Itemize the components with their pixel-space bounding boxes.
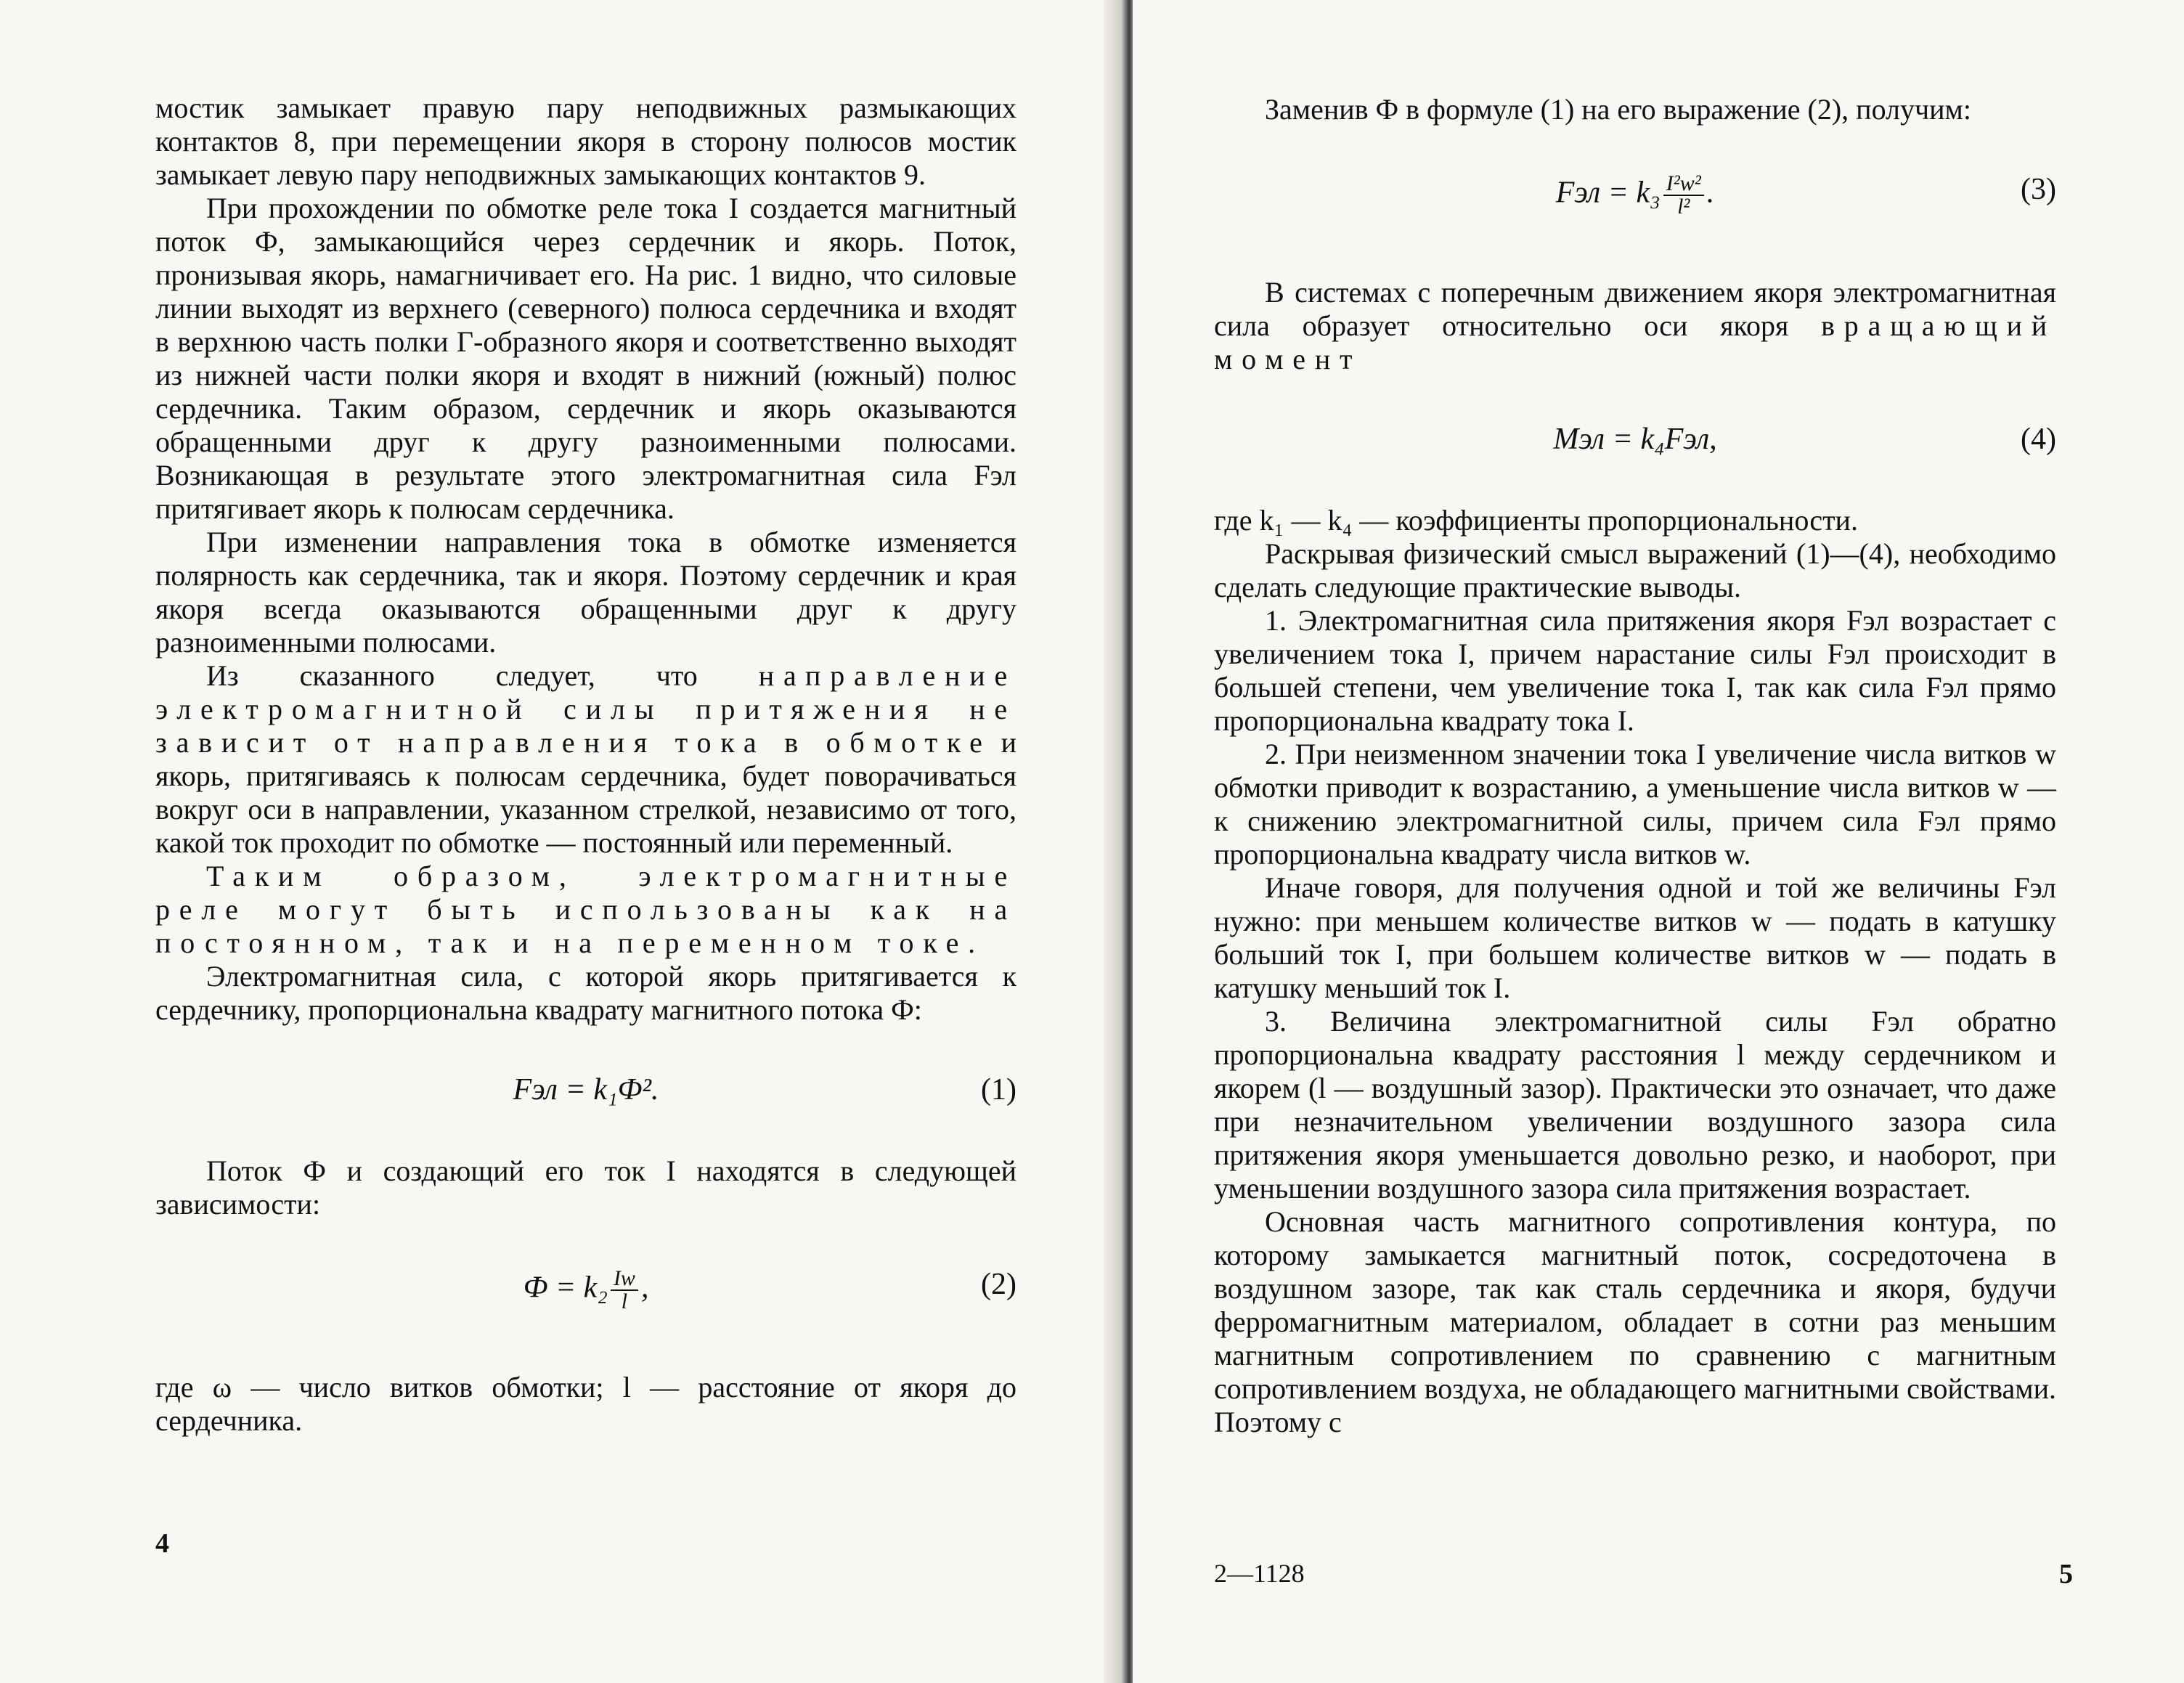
right-paragraph-1: Заменив Ф в формуле (1) на его выражение (2), получим:	[1265, 93, 1971, 126]
right-paragraph-5: 1. Электромагнитная сила притяжения якоря Fэл возрастает с увеличением тока I, причем нарастание силы Fэл происходит в большей степени, чем увеличение тока I, так как сила Fэл прямо пропорциональна квадрату тока I.	[1214, 604, 2056, 737]
formula-2	[155, 1253, 1016, 1340]
formula-2-numerator: Iw	[611, 1268, 638, 1291]
left-paragraph-4-spaced: направление электромагнитной силы притяжения не зависит от направления тока в обмотке	[155, 659, 1016, 759]
left-page-number: 4	[155, 1528, 169, 1559]
left-paragraph-7: Поток Ф и создающий его ток I находятся в следующей зависимости:	[155, 1154, 1016, 1221]
formula-2-number: (2)	[981, 1268, 1016, 1301]
formula-3-denominator: l²	[1677, 195, 1690, 219]
formula-3-fraction	[1663, 173, 1704, 218]
formula-1	[155, 1059, 1016, 1124]
formula-2-fraction	[611, 1268, 638, 1313]
formula-4-expression: Mэл = k₄Fэл,	[1553, 423, 1717, 456]
left-paragraph-4-start: Из сказанного следует, что	[206, 659, 698, 692]
left-paragraph-1: мостик замыкает правую пару неподвижных размыкающих контактов 8, при перемещении якоря в сторону полюсов мостик замыкает левую пару неподвижных замыкающих контактов 9.	[155, 91, 1016, 191]
left-paragraph-5: Таким образом, электромагнитные реле могут быть использованы как на постоянном, так и на переменном токе.	[155, 860, 1016, 959]
right-paragraph-2-spaced: вращающий момент	[1214, 309, 2056, 375]
left-paragraph-4	[155, 659, 1016, 860]
formula-3-lhs: Fэл = k₃	[1555, 176, 1661, 210]
formula-3-expression: Fэл = k₃ $\frac{\text{I²w²}}{\text{l²}}$ .	[1555, 171, 1715, 219]
left-paragraph-3: При изменении направления тока в обмотке изменяется полярность как сердечника, так и якоря. Поэтому сердечник и края якоря всегда оказываются обращенными друг к другу разноименными полюсами.	[155, 526, 1016, 659]
formula-3	[1214, 158, 2056, 245]
right-paragraph-2	[1214, 276, 2056, 376]
formula-4-number: (4)	[2021, 423, 2056, 456]
formula-3-numerator: I²w²	[1663, 173, 1704, 196]
right-page	[1133, 0, 2184, 1683]
right-paragraph-7: Иначе говоря, для получения одной и той же величины Fэл нужно: при меньшем количестве витков w — подать в катушку больший ток I, при большем количестве витков w — подать в катушку меньший ток I.	[1214, 871, 2056, 1004]
right-page-text	[1214, 93, 2056, 1439]
formula-1-number: (1)	[981, 1073, 1016, 1107]
right-paragraph-2-start: В системах с поперечным движением якоря электромагнитная сила образует относительно оси якоря	[1214, 276, 2056, 342]
formula-2-lhs: Ф = k₂	[523, 1271, 608, 1305]
left-paragraph-6: Электромагнитная сила, с которой якорь притягивается к сердечнику, пропорциональна квадрату магнитного потока Ф:	[155, 960, 1016, 1026]
formula-1-expression: Fэл = k₁Ф².	[513, 1073, 659, 1107]
right-paragraph-4: Раскрывая физический смысл выражений (1)—(4), необходимо сделать следующие практические выводы.	[1214, 537, 2056, 603]
formula-2-denominator: l	[621, 1289, 628, 1313]
left-paragraph-8: где ω — число витков обмотки; l — расстояние от якоря до сердечника.	[155, 1371, 1016, 1437]
formula-4	[1214, 408, 2056, 473]
left-page-text	[155, 91, 1016, 1438]
right-page-number: 5	[2059, 1559, 2073, 1589]
printer-signature: 2—1128	[1214, 1559, 1305, 1588]
right-paragraph-8: 3. Величина электромагнитной силы Fэл обратно пропорциональна квадрату расстояния l между сердечником и якорем (l — воздушный зазор). Практически это означает, что даже при незначительном увеличении воздушного зазора сила притяжения якоря уменьшается довольно резко, и наоборот, при уменьшении воздушного зазора сила притяжения возрастает.	[1214, 1005, 2056, 1205]
right-paragraph-6: 2. При неизменном значении тока I увеличение числа витков w обмотки приводит к возрастанию, а уменьшение числа витков w — к снижению электромагнитной силы, причем сила Fэл прямо пропорциональна квадрату числа витков w.	[1214, 738, 2056, 871]
right-paragraph-3: где k₁ — k₄ — коэффициенты пропорциональности.	[1214, 504, 1858, 537]
left-paragraph-2: При прохождении по обмотке реле тока I создается магнитный поток Ф, замыкающийся через сердечник и якорь. Поток, пронизывая якорь, намагничивает его. На рис. 1 видно, что силовые линии выходят из верхнего (северного) полюса сердечника и входят в верхнюю часть полки Г-образного якоря и соответственно выходят из нижней части полки якоря и входят в нижний (южный) полюс сердечника. Таким образом, сердечник и якорь оказываются обращенными друг к другу разноименными полюсами. Возникающая в результате этого электромагнитная сила Fэл притягивает якорь к полюсам сердечника.	[155, 192, 1016, 525]
formula-3-number: (3)	[2021, 173, 2056, 206]
formula-2-expression: Ф = k₂ $\frac{Iw}{l}$ ,	[523, 1266, 649, 1313]
right-paragraph-9: Основная часть магнитного сопротивления контура, по которому замыкается магнитный поток, сосредоточена в воздушном зазоре, так как сталь сердечника и якоря, будучи ферромагнитным материалом, обладает в сотни раз меньшим магнитным сопротивлением по сравнению с магнитным сопротивлением воздуха, не обладающего магнитными свойствами. Поэтому с	[1214, 1205, 2056, 1438]
left-paragraph-4-end: и якорь, притягиваясь к полюсам сердечника, будет поворачиваться вокруг оси в направлении, указанном стрелкой, независимо от того, какой ток проходит по обмотке — постоянный или переменный.	[155, 726, 1016, 859]
